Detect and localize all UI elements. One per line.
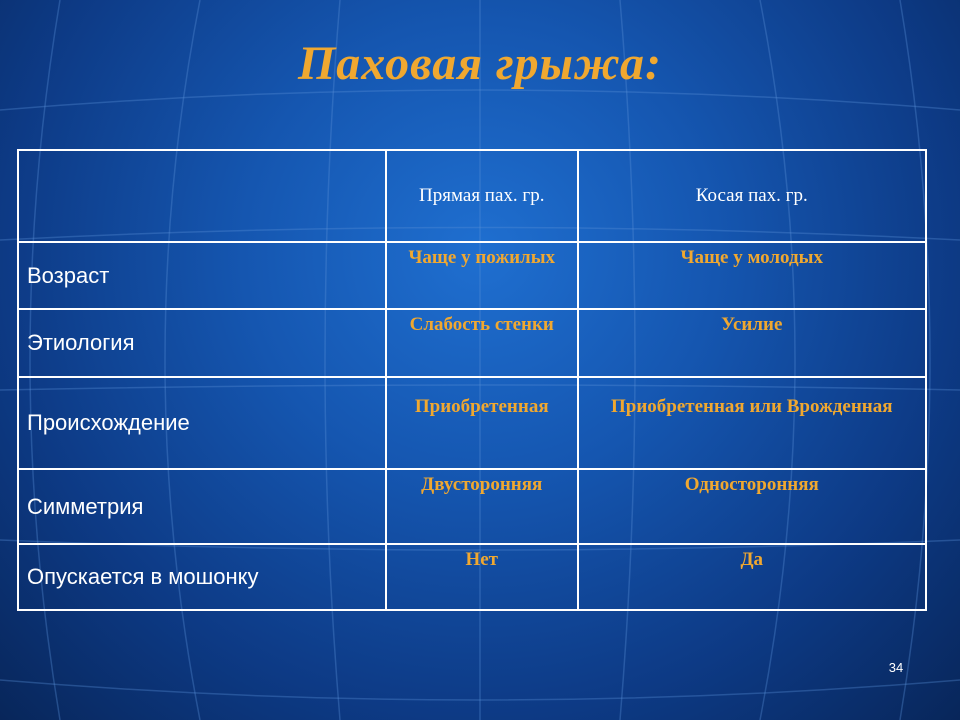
table-row xyxy=(18,377,926,469)
row-label: Этиология xyxy=(18,309,386,377)
cell-oblique: Усилие xyxy=(578,309,927,377)
cell-direct: Слабость стенки xyxy=(386,309,578,377)
column-header-oblique: Косая пах. гр. xyxy=(578,150,927,242)
table-corner-cell xyxy=(18,150,386,242)
cell-direct: Двусторонняя xyxy=(386,469,578,544)
cell-direct: Нет xyxy=(386,544,578,610)
table-row xyxy=(18,242,926,309)
cell-oblique: Приобретенная или Врожденная xyxy=(578,377,927,469)
cell-oblique: Односторонняя xyxy=(578,469,927,544)
hernia-comparison-table xyxy=(17,149,927,611)
table-row xyxy=(18,309,926,377)
column-header-direct: Прямая пах. гр. xyxy=(386,150,578,242)
table-header-row xyxy=(18,150,926,242)
cell-direct: Чаще у пожилых xyxy=(386,242,578,309)
page-number: 34 xyxy=(888,660,904,675)
row-label: Происхождение xyxy=(18,377,386,469)
cell-direct: Приобретенная xyxy=(386,377,578,469)
row-label: Возраст xyxy=(18,242,386,309)
table-row xyxy=(18,544,926,610)
row-label: Симметрия xyxy=(18,469,386,544)
cell-oblique: Да xyxy=(578,544,927,610)
slide-title: Паховая грыжа: xyxy=(297,37,663,90)
cell-oblique: Чаще у молодых xyxy=(578,242,927,309)
table-row xyxy=(18,469,926,544)
row-label: Опускается в мошонку xyxy=(18,544,386,610)
